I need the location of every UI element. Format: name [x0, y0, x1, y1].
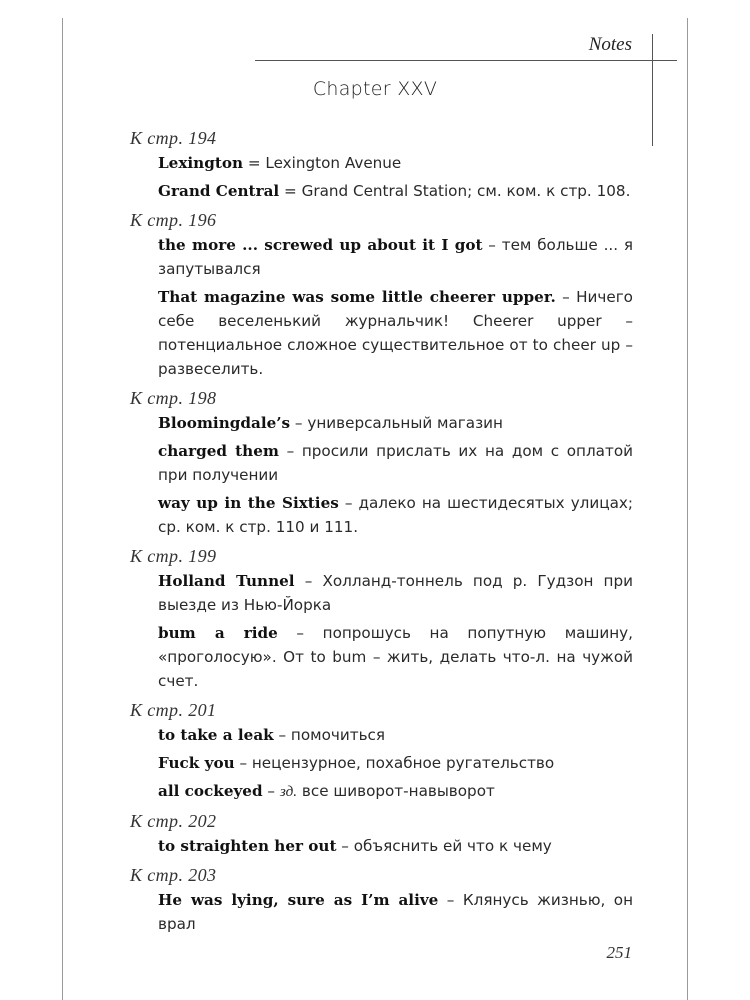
gloss-entry [158, 179, 633, 203]
gloss-term: That magazine was some little cheerer upper. [158, 288, 556, 306]
gloss-term: Bloomingdale’s [158, 414, 291, 432]
gloss-entry [158, 285, 633, 381]
gloss-term: all cockeyed [158, 782, 263, 800]
page-reference: К стр. 194 [130, 128, 217, 148]
gloss-definition: = Lexington Avenue [243, 154, 402, 172]
page-reference: К стр. 203 [130, 865, 217, 885]
gloss-italic-note: зд. [279, 783, 298, 800]
gloss-term: the more ... screwed up about it I got [158, 236, 483, 254]
gloss-definition: – попрошусь на попутную машину, «проголосую». От to bum – жить, делать что-л. на чужой счет. [158, 624, 633, 690]
gloss-definition: – универсальный магазин [290, 414, 503, 432]
gloss-entry [158, 621, 633, 693]
page-reference: К стр. 201 [130, 700, 217, 720]
page-reference: К стр. 196 [130, 210, 217, 230]
gloss-entry [158, 779, 633, 804]
gloss-term: to take a leak [158, 726, 274, 744]
gloss-entry [158, 233, 633, 281]
chapter-title: Chapter XXV [312, 78, 438, 100]
gloss-definition: = Grand Central Station; см. ком. к стр. 108. [279, 182, 631, 200]
gloss-term: He was lying, sure as I’m alive [158, 891, 439, 909]
gloss-entry [158, 151, 633, 175]
running-head: Notes [588, 34, 632, 55]
gloss-definition: – объяснить ей что к чему [336, 837, 552, 855]
gloss-term: Fuck you [158, 754, 235, 772]
gloss-term: Lexington [158, 154, 244, 172]
gloss-entry [158, 569, 633, 617]
gloss-definition: – [262, 782, 280, 800]
gloss-term: charged them [158, 442, 279, 460]
gloss-entry [158, 751, 633, 775]
gloss-entry [158, 888, 633, 936]
gloss-definition: – далеко на шестидесятых улицах; ср. ком. к стр. 110 и 111. [158, 494, 634, 536]
gloss-definition: – нецензурное, похабное ругательство [234, 754, 555, 772]
gloss-entry [158, 834, 633, 858]
gloss-definition: – помочиться [273, 726, 386, 744]
gloss-definition-cont: все шиворот-навыворот [297, 782, 495, 800]
gloss-entry [158, 411, 633, 435]
gloss-term: bum a ride [158, 624, 278, 642]
page-reference: К стр. 198 [130, 388, 217, 408]
gloss-entry [158, 723, 633, 747]
page-reference: К стр. 199 [130, 546, 217, 566]
gloss-term: way up in the Sixties [158, 494, 339, 512]
page-number: 251 [606, 943, 632, 962]
gloss-definition: – тем больше ... я запутывался [158, 236, 634, 278]
page-reference: К стр. 202 [130, 811, 217, 831]
gloss-entry [158, 439, 633, 487]
gloss-definition: – Клянусь жизнью, он врал [158, 891, 633, 933]
gloss-definition: – просили прислать их на дом с оплатой при получении [158, 442, 633, 484]
gloss-entry [158, 491, 633, 539]
gloss-term: Holland Tunnel [158, 572, 295, 590]
gloss-definition: – Ничего себе веселенький журнальчик! Cheerer upper – потенциальное сложное существительное от to cheer up – развеселить. [158, 288, 633, 378]
gloss-definition: – Холланд-тоннель под р. Гудзон при выезде из Нью-Йорка [158, 572, 633, 614]
notes-list [130, 125, 633, 940]
gloss-term: Grand Central [158, 182, 280, 200]
gloss-term: to straighten her out [158, 837, 337, 855]
header-rule [255, 60, 677, 61]
